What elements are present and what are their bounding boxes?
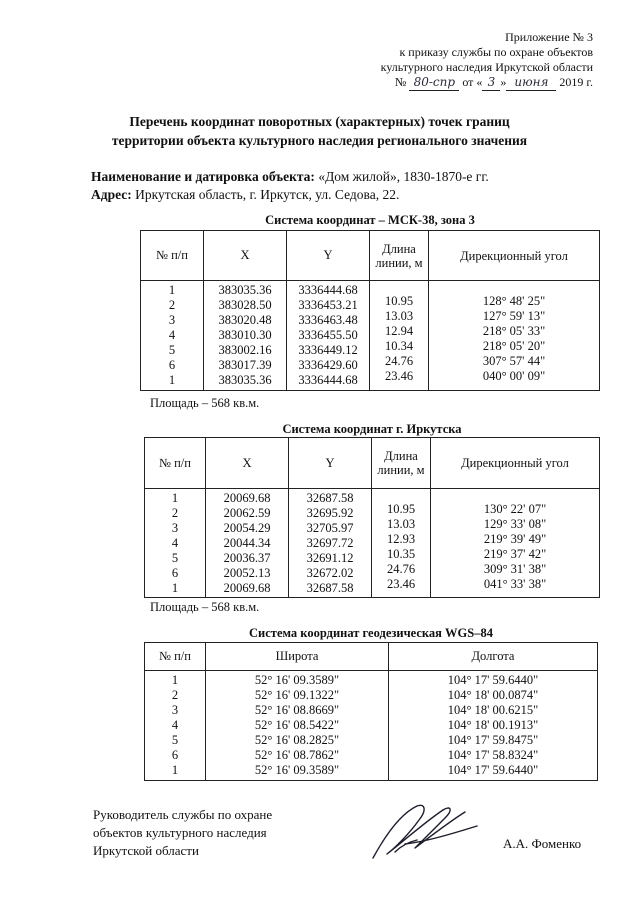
table-cell: 32672.02 bbox=[306, 565, 354, 580]
table-cell: 32705.97 bbox=[306, 520, 354, 535]
table-cell: 219° 39' 49" bbox=[483, 531, 547, 546]
table-cell: 3 bbox=[171, 703, 179, 717]
object-name-value: «Дом жилой», 1830-1870-е гг. bbox=[318, 169, 489, 184]
col-x bbox=[204, 281, 287, 391]
table-cell: 2 bbox=[171, 505, 179, 520]
table-cell: 52° 16' 09.1322" bbox=[254, 688, 340, 702]
col-n bbox=[145, 671, 206, 781]
header-cell: Широта bbox=[206, 643, 389, 671]
table-cell: 5 bbox=[171, 550, 179, 565]
table-cell: 2 bbox=[168, 298, 176, 312]
table-cell: 32691.12 bbox=[306, 550, 354, 565]
table-cell: 4 bbox=[171, 535, 179, 550]
object-name-line bbox=[91, 168, 489, 186]
msk-table-caption: Система координат – МСК-38, зона 3 bbox=[265, 213, 475, 227]
table-cell: 383035.36 bbox=[218, 373, 272, 387]
table-header-row bbox=[145, 643, 598, 671]
table-body-row bbox=[145, 671, 598, 781]
table-cell: 52° 16' 09.3589" bbox=[254, 763, 340, 777]
table-cell: 3336463.48 bbox=[298, 313, 358, 327]
table-cell: 383010.30 bbox=[218, 328, 272, 342]
table-cell: 32687.58 bbox=[306, 580, 354, 595]
table-cell: 3336453.21 bbox=[298, 298, 358, 312]
table-cell: 383002.16 bbox=[218, 343, 272, 357]
table-header-row bbox=[145, 438, 600, 489]
table-header-row bbox=[141, 231, 600, 281]
signatory-line3: Иркутской области bbox=[93, 843, 199, 858]
table-cell: 23.46 bbox=[386, 576, 416, 591]
title-line-1: Перечень координат поворотных (характерных) точек границ bbox=[129, 114, 510, 129]
irk-area: Площадь – 568 кв.м. bbox=[150, 600, 260, 614]
col-angle bbox=[429, 281, 600, 391]
header-cell: Y bbox=[287, 231, 370, 281]
table-cell: 52° 16' 08.7862" bbox=[254, 748, 340, 762]
table-cell: 104° 18' 00.6215" bbox=[447, 703, 539, 717]
object-address-label: Адрес: bbox=[91, 187, 132, 202]
wgs-coordinates-table bbox=[144, 642, 598, 781]
table-cell: 3336455.50 bbox=[298, 328, 358, 342]
table-cell: 13.03 bbox=[386, 516, 416, 531]
table-cell: 104° 17' 59.6440" bbox=[447, 673, 539, 687]
appendix-title: Приложение № 3 bbox=[505, 30, 593, 44]
header-cell: Дирекционный угол bbox=[429, 231, 600, 281]
object-address-line bbox=[91, 186, 399, 204]
table-cell: 20036.37 bbox=[223, 550, 271, 565]
order-number: 80-спр bbox=[409, 75, 459, 91]
table-cell: 20069.68 bbox=[223, 580, 271, 595]
col-y bbox=[287, 281, 370, 391]
order-number-line bbox=[381, 75, 593, 91]
table-cell: 52° 16' 08.8669" bbox=[254, 703, 340, 717]
header-cell: № п/п bbox=[145, 643, 206, 671]
table-cell: 52° 16' 08.5422" bbox=[254, 718, 340, 732]
table-cell: 383028.50 bbox=[218, 298, 272, 312]
table-cell: 32687.58 bbox=[306, 490, 354, 505]
table-cell: 1 bbox=[171, 763, 179, 777]
table-cell: 5 bbox=[168, 343, 176, 357]
table-cell: 52° 16' 09.3589" bbox=[254, 673, 340, 687]
table-cell: 20052.13 bbox=[223, 565, 271, 580]
table-cell: 129° 33' 08" bbox=[483, 516, 547, 531]
table-cell: 32695.92 bbox=[306, 505, 354, 520]
table-cell: 6 bbox=[168, 358, 176, 372]
table-cell: 2 bbox=[171, 688, 179, 702]
table-cell: 10.35 bbox=[386, 546, 416, 561]
table-cell: 127° 59' 13" bbox=[482, 309, 546, 324]
table-cell: 383020.48 bbox=[218, 313, 272, 327]
table-cell: 3336429.60 bbox=[298, 358, 358, 372]
table-cell: 104° 18' 00.0874" bbox=[447, 688, 539, 702]
table-cell: 104° 18' 00.1913" bbox=[447, 718, 539, 732]
table-cell: 219° 37' 42" bbox=[483, 546, 547, 561]
irk-table-caption: Система координат г. Иркутска bbox=[282, 422, 462, 436]
table-cell: 1 bbox=[168, 373, 176, 387]
header-cell: № п/п bbox=[145, 438, 206, 489]
table-cell: 20062.59 bbox=[223, 505, 271, 520]
table-cell: 218° 05' 33" bbox=[482, 324, 546, 339]
table-cell: 10.95 bbox=[386, 501, 416, 516]
table-cell: 309° 31' 38" bbox=[483, 561, 547, 576]
header-cell: Y bbox=[289, 438, 372, 489]
header-cell: Дирекционный угол bbox=[431, 438, 600, 489]
col-longitude bbox=[389, 671, 598, 781]
document-title bbox=[0, 112, 639, 150]
table-cell: 128° 48' 25" bbox=[482, 294, 546, 309]
signatory-line2: объектов культурного наследия bbox=[93, 825, 267, 840]
table-cell: 20044.34 bbox=[223, 535, 271, 550]
table-cell: 12.94 bbox=[384, 324, 414, 339]
table-cell: 4 bbox=[171, 718, 179, 732]
table-cell: 24.76 bbox=[386, 561, 416, 576]
col-x bbox=[206, 489, 289, 598]
order-day: 3 bbox=[482, 75, 500, 91]
table-cell: 307° 57' 44" bbox=[482, 354, 546, 369]
col-length bbox=[370, 281, 429, 391]
col-y bbox=[289, 489, 372, 598]
table-cell: 3 bbox=[171, 520, 179, 535]
table-cell: 104° 17' 58.8324" bbox=[447, 748, 539, 762]
signatory-position bbox=[93, 806, 272, 860]
table-cell: 3336444.68 bbox=[298, 373, 358, 387]
signatory-line1: Руководитель службы по охране bbox=[93, 807, 273, 822]
table-cell: 3 bbox=[168, 313, 176, 327]
object-address-value: Иркутская область, г. Иркутск, ул. Седова, 22. bbox=[135, 187, 400, 202]
table-cell: 1 bbox=[168, 283, 176, 297]
order-year: 2019 г. bbox=[559, 75, 593, 89]
wgs-table-caption: Система координат геодезическая WGS–84 bbox=[249, 626, 493, 640]
header-cell: Длина линии, м bbox=[372, 438, 431, 489]
table-cell: 6 bbox=[171, 748, 179, 762]
header-cell: Долгота bbox=[389, 643, 598, 671]
table-cell: 6 bbox=[171, 565, 179, 580]
table-cell: 20054.29 bbox=[223, 520, 271, 535]
header-cell: X bbox=[206, 438, 289, 489]
table-body-row bbox=[141, 281, 600, 391]
table-cell: 218° 05' 20" bbox=[482, 339, 546, 354]
table-body-row bbox=[145, 489, 600, 598]
table-cell: 383035.36 bbox=[218, 283, 272, 297]
table-cell: 52° 16' 08.2825" bbox=[254, 733, 340, 747]
table-cell: 24.76 bbox=[384, 354, 414, 369]
table-cell: 383017.39 bbox=[218, 358, 272, 372]
table-cell: 32697.72 bbox=[306, 535, 354, 550]
header-cell: Длина линии, м bbox=[370, 231, 429, 281]
table-cell: 23.46 bbox=[384, 369, 414, 384]
table-cell: 5 bbox=[171, 733, 179, 747]
irk-coordinates-table bbox=[144, 437, 600, 598]
number-prefix: № bbox=[394, 75, 407, 89]
col-angle bbox=[431, 489, 600, 598]
header-cell: X bbox=[204, 231, 287, 281]
col-n bbox=[141, 281, 204, 391]
col-length bbox=[372, 489, 431, 598]
object-name-label: Наименование и датировка объекта: bbox=[91, 169, 315, 184]
table-cell: 130° 22' 07" bbox=[483, 501, 547, 516]
table-cell: 20069.68 bbox=[223, 490, 271, 505]
order-month: июня bbox=[506, 75, 556, 91]
table-cell: 13.03 bbox=[384, 309, 414, 324]
table-cell: 1 bbox=[171, 673, 179, 687]
appendix-line1: к приказу службы по охране объектов bbox=[399, 45, 593, 59]
table-cell: 4 bbox=[168, 328, 176, 342]
table-cell: 1 bbox=[171, 490, 179, 505]
table-cell: 10.34 bbox=[384, 339, 414, 354]
col-latitude bbox=[206, 671, 389, 781]
col-n bbox=[145, 489, 206, 598]
handwritten-signature bbox=[365, 796, 485, 866]
table-cell: 3336444.68 bbox=[298, 283, 358, 297]
title-line-2: территории объекта культурного наследия регионального значения bbox=[111, 133, 528, 148]
msk-coordinates-table bbox=[140, 230, 600, 391]
header-cell: № п/п bbox=[141, 231, 204, 281]
table-cell: 104° 17' 59.8475" bbox=[447, 733, 539, 747]
order-from: от « bbox=[462, 75, 483, 89]
appendix-block bbox=[381, 30, 593, 91]
table-cell: 040° 00' 09" bbox=[482, 369, 546, 384]
table-cell: 1 bbox=[171, 580, 179, 595]
signatory-name: А.А. Фоменко bbox=[503, 836, 582, 851]
table-cell: 104° 17' 59.6440" bbox=[447, 763, 539, 777]
table-cell: 10.95 bbox=[384, 294, 414, 309]
table-cell: 3336449.12 bbox=[298, 343, 358, 357]
appendix-line2: культурного наследия Иркутской области bbox=[380, 60, 593, 74]
msk-area: Площадь – 568 кв.м. bbox=[150, 396, 260, 410]
table-cell: 12.93 bbox=[386, 531, 416, 546]
table-cell: 041° 33' 38" bbox=[483, 576, 547, 591]
order-quote: » bbox=[500, 75, 507, 89]
